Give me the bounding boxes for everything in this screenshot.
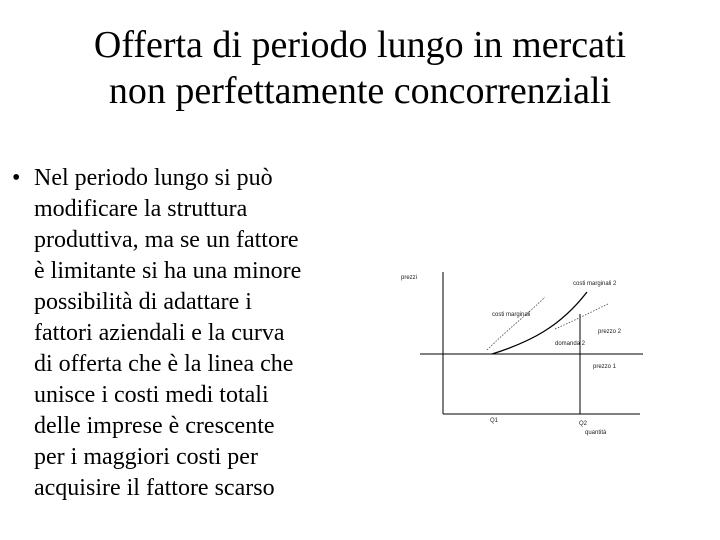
label-costi-marginali: costi marginali [492,312,531,318]
title-line-1: Offerta di periodo lungo in mercati [93,24,627,66]
y-axis-label: prezzi [401,275,418,281]
label-domanda-2: domanda 2 [555,341,586,347]
bullet-line: delle imprese è crescente [34,413,275,439]
slide-title [0,22,720,114]
bullet-line: di offerta che è la linea che [34,351,294,377]
label-q1: Q1 [490,418,499,424]
marginal-cost-curve-1 [487,297,545,350]
bullet-line: modificare la struttura [34,196,248,222]
label-top-right: costi marginali 2 [573,281,617,287]
bullet-line: per i maggiori costi per [34,444,258,470]
bullet-line: è limitante si ha una minore [34,258,302,284]
marginal-cost-curve-2 [555,304,608,329]
label-q2: Q2 [579,421,588,427]
bullet-line: Nel periodo lungo si può [34,165,273,191]
label-prezzo-1: prezzo 1 [593,364,617,370]
bullet-line: produttiva, ma se un fattore [34,227,299,253]
bullet-icon: • [12,165,21,191]
title-line-2: non perfettamente concorrenziali [108,70,612,112]
x-axis-label: quantità [585,430,607,436]
bullet-line: fattori aziendali e la curva [34,320,285,346]
supply-diagram [395,262,645,442]
label-prezzo-2: prezzo 2 [598,329,622,335]
bullet-line: possibilità di adattare i [34,289,252,315]
bullet-text [34,163,374,504]
bullet-line: unisce i costi medi totali [34,382,269,408]
bullet-line: acquisire il fattore scarso [34,475,275,501]
